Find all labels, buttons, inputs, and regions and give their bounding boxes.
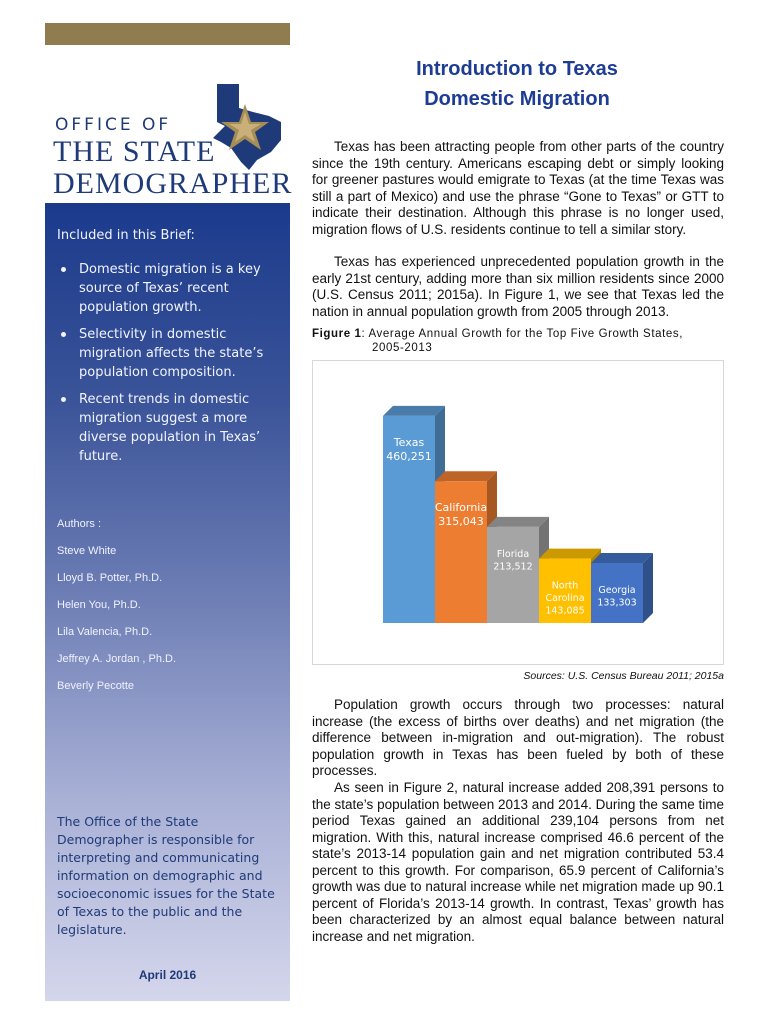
bar-category-label: Florida <box>496 548 530 560</box>
office-description: The Office of the State Demographer is responsible for interpreting and communicating information on demographic and socioeconomic issues for the State of Texas to the public and the legislature. <box>57 814 275 937</box>
paragraph-2: Texas has experienced unprecedented population growth in the early 21st century, adding more than six million residents since 2000 (U.S. Census 2011; 2015a). In Figure 1, we see that Texas led the nation in annual population growth from 2005 through 2013. <box>312 254 724 319</box>
author: Beverly Pecotte <box>57 680 135 692</box>
sidebar <box>45 23 293 1001</box>
bar-category-label: Georgia <box>598 585 636 597</box>
paragraph-3: Population growth occurs through two processes: natural increase (the excess of births over deaths) and net migration (the difference between in-migration and out-migration). The robust population growth in Texas has been fueled by both of these processes. <box>312 697 724 778</box>
bullet-icon <box>61 397 66 402</box>
bar-top <box>383 406 445 416</box>
bar-category-label: California <box>434 501 488 515</box>
texas-star-icon <box>205 82 285 172</box>
logo-demographer: DEMOGRAPHER <box>53 167 293 200</box>
figure-caption-text: : Average Annual Growth for the Top Five Growth States, <box>361 328 684 340</box>
bullet-icon <box>61 332 66 337</box>
logo-office-of: OFFICE OF <box>55 115 172 135</box>
figure-label: Figure 1 <box>312 328 362 340</box>
logo <box>45 45 293 203</box>
author: Helen You, Ph.D. <box>57 599 141 611</box>
title-line-1: Introduction to Texas <box>416 58 618 80</box>
bar-side <box>643 553 653 623</box>
bar-category-label: Texas <box>393 435 425 449</box>
paragraph-4: As seen in Figure 2, natural increase added 208,391 persons to the state’s population between 2013 and 2014. During the same time period Texas gained an additional 239,104 persons from net migration. With this, natural increase comprised 46.6 percent of the state’s 2013-14 population gain and net migration contributed 53.4 percent to this growth. For comparison, 65.9 percent of California’s growth was due to natural increase while net migration made up 90.1 percent of Florida’s 2013-14 growth. In contrast, Texas’ growth has been characterized by an almost equal balance between natural increase and net migration. <box>312 780 724 944</box>
figure-caption-years: 2005-2013 <box>372 342 433 354</box>
author: Steve White <box>57 545 117 557</box>
figure-1-chart <box>312 360 724 665</box>
bar-category-label: North <box>551 580 579 592</box>
brief-item: Recent trends in domestic migration suggest a more diverse population in Texas’ future. <box>57 390 282 466</box>
brief-item: Selectivity in domestic migration affects the state’s population composition. <box>57 325 282 382</box>
bullet-icon <box>61 267 66 272</box>
bar-georgia <box>591 553 653 623</box>
author: Jeffrey A. Jordan , Ph.D. <box>57 653 177 665</box>
bar-top <box>539 549 601 559</box>
bar-front <box>487 527 539 623</box>
bar-value-label: 213,512 <box>493 561 533 573</box>
authors-label: Authors : <box>57 518 102 530</box>
bar-category-label: Carolina <box>545 593 585 605</box>
bar-top <box>487 517 549 527</box>
authors-list <box>57 518 282 707</box>
author: Lila Valencia, Ph.D. <box>57 626 153 638</box>
bar-top <box>435 471 497 481</box>
brief-title: Included in this Brief: <box>57 228 195 243</box>
bar-value-label: 315,043 <box>438 515 484 529</box>
bar-chart <box>313 361 723 664</box>
bar-value-label: 133,303 <box>597 597 637 609</box>
title-line-2: Domestic Migration <box>424 88 610 110</box>
publication-date: April 2016 <box>138 968 197 982</box>
figure-sources: Sources: U.S. Census Bureau 2011; 2015a <box>523 670 724 682</box>
brief-item: Domestic migration is a key source of Texas’ recent population growth. <box>57 260 282 317</box>
sidebar-gold-bar <box>45 23 290 45</box>
logo-the-state: THE STATE <box>53 135 216 168</box>
bar-value-label: 460,251 <box>386 449 432 463</box>
author: Lloyd B. Potter, Ph.D. <box>57 572 163 584</box>
bar-top <box>591 553 653 563</box>
page-title <box>312 54 722 114</box>
brief-list <box>57 260 282 474</box>
bar-value-label: 143,085 <box>545 605 585 617</box>
paragraph-1: Texas has been attracting people from other parts of the country since the 19th century. Americans escaping debt or simply looking for greener pastures would emigrate to Texas (at the time Texas was still a part of Mexico) and use the phrase “Gone to Texas” or GTT to indicate their destination. Although this phrase is no longer used, migration flows of U.S. residents continue to tell a similar story. <box>312 139 724 237</box>
figure-caption <box>312 327 724 355</box>
